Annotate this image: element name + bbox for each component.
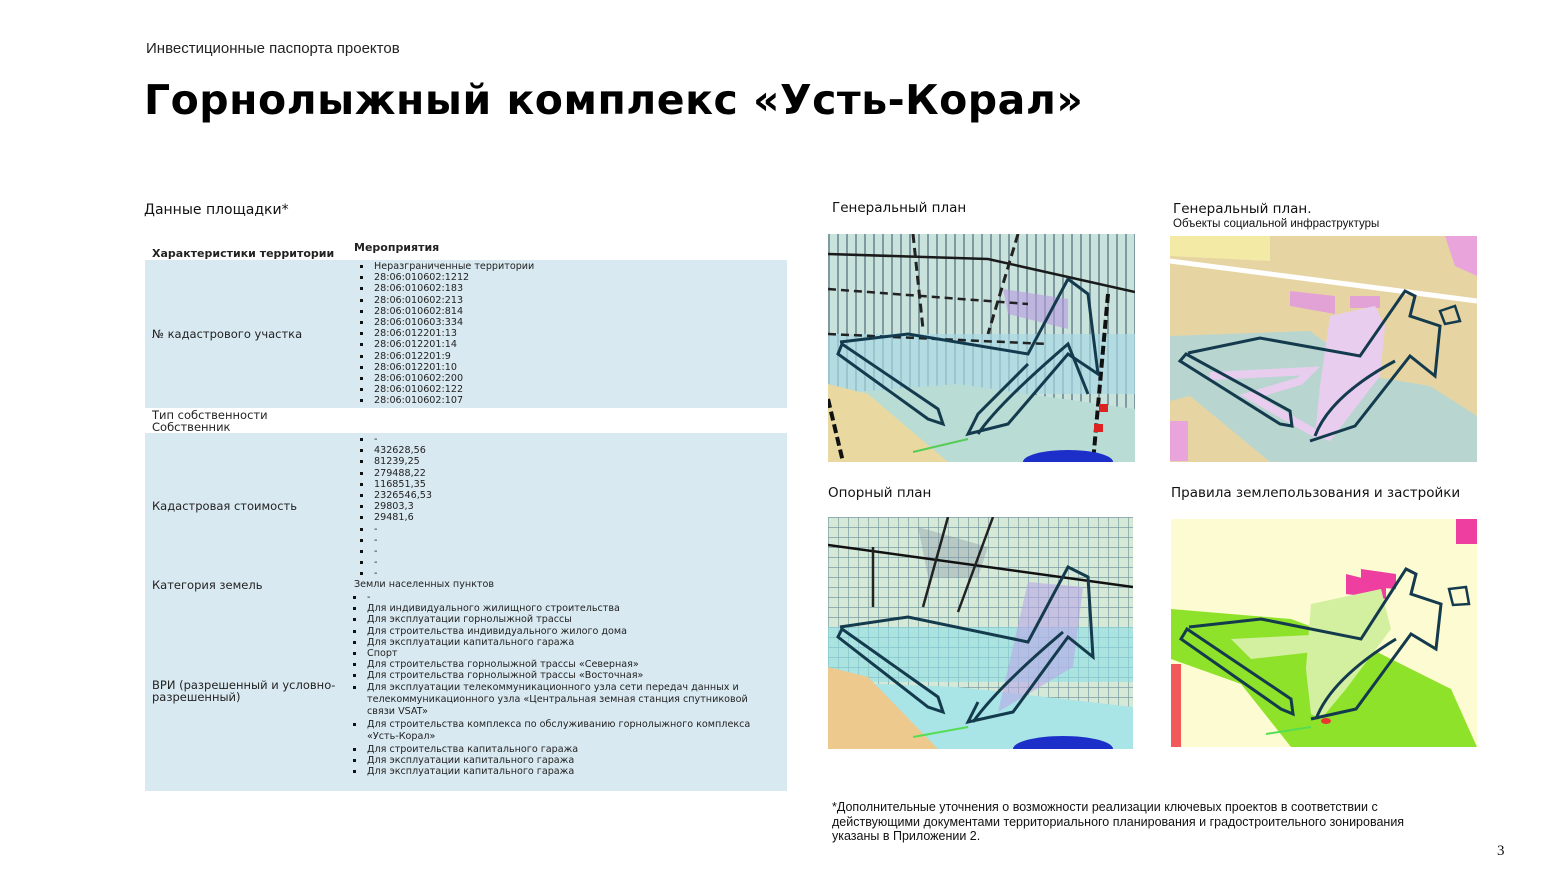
social-infrastructure-map-image (1170, 236, 1477, 462)
list-item: Для эксплуатации капитального гаража (347, 766, 757, 777)
list-item: Спорт (347, 648, 757, 659)
table-row-ownership (145, 408, 787, 433)
list-item: - (354, 568, 787, 579)
list-item: 2326546,53 (354, 490, 787, 501)
list-item: Для строительства комплекса по обслуживанию горнолыжного комплекса «Усть-Корал» (347, 719, 757, 744)
list-item: 279488,22 (354, 468, 787, 479)
map-title-land-use-rules: Правила землепользования и застройки (1171, 485, 1461, 501)
list-item: 28:06:012201:13 (354, 328, 787, 339)
list-item: Для строительства горнолыжной трассы «Северная» (347, 659, 757, 670)
list-item: Для строительства горнолыжной трассы «Восточная» (347, 670, 757, 681)
list-item: Для эксплуатации капитального гаража (347, 637, 757, 648)
site-data-table (145, 234, 787, 791)
row-label: Категория земель (152, 578, 263, 592)
list-item: 116851,35 (354, 479, 787, 490)
table-header (145, 234, 787, 260)
map-title-general-plan: Генеральный план (832, 200, 967, 216)
map-general-plan (828, 234, 1135, 462)
owner-label: Собственник (152, 419, 231, 434)
list-item: 28:06:010602:814 (354, 306, 787, 317)
list-item: - (354, 524, 787, 535)
row-label: Кадастровая стоимость (152, 499, 298, 513)
table-row-cadastral-value-and-category (145, 433, 787, 791)
list-item: 28:06:010602:1212 (354, 272, 787, 283)
permitted-use-list (347, 592, 787, 777)
list-item: Неразграниченные территории (354, 261, 787, 272)
site-data-title: Данные площадки* (144, 202, 289, 218)
reference-plan-map-image (828, 517, 1133, 749)
map-title-general-plan-social: Генеральный план. (1173, 201, 1312, 217)
row-label: № кадастрового участка (152, 327, 303, 341)
map-title-reference-plan: Опорный план (828, 485, 932, 501)
list-item: Для эксплуатации горнолыжной трассы (347, 614, 757, 625)
list-item: 28:06:010602:107 (354, 395, 787, 406)
table-row-cadastral-number (145, 260, 787, 408)
list-item: 28:06:010602:200 (354, 373, 787, 384)
page-title: Горнолыжный комплекс «Усть-Корал» (144, 76, 1084, 124)
page-subtitle: Инвестиционные паспорта проектов (146, 40, 400, 57)
list-item: 81239,25 (354, 456, 787, 467)
column-header-characteristics: Характеристики территории (152, 247, 335, 260)
list-item: Для строительства индивидуального жилого дома (347, 626, 757, 637)
page-number: 3 (1497, 843, 1505, 859)
list-item: Для эксплуатации телекоммуникационного узла сети передач данных и телекоммуникационного узла «Центральная земная станция спутниковой связи VSAT» (347, 682, 757, 719)
list-item: - (354, 557, 787, 568)
map-land-use-rules (1171, 519, 1477, 747)
map-subtitle-social-infrastructure: Объекты социальной инфраструктуры (1173, 218, 1380, 230)
list-item: 29481,6 (354, 512, 787, 523)
footnote: *Дополнительные уточнения о возможности реализации ключевых проектов в соответствии с действующими документами территориального планирования и градостроительного зонирования указаны в Приложении 2. (832, 800, 1405, 843)
list-item: 28:06:012201:9 (354, 351, 787, 362)
list-item: - (347, 592, 757, 603)
list-item: - (354, 434, 787, 445)
general-plan-map-image (828, 234, 1135, 462)
list-item: Для строительства капитального гаража (347, 744, 757, 755)
list-item: 28:06:012201:14 (354, 339, 787, 350)
list-item: - (354, 546, 787, 557)
list-item: 432628,56 (354, 445, 787, 456)
list-item: 28:06:010602:213 (354, 295, 787, 306)
list-item: 28:06:010603:334 (354, 317, 787, 328)
land-category-value: Земли населенных пунктов (354, 579, 495, 590)
list-item: 28:06:010602:183 (354, 283, 787, 294)
list-item: Для индивидуального жилищного строительства (347, 603, 757, 614)
list-item: 29803,3 (354, 501, 787, 512)
land-use-rules-map-image (1171, 519, 1477, 747)
map-reference-plan (828, 517, 1133, 749)
list-item: Для эксплуатации капитального гаража (347, 755, 757, 766)
cadastral-number-list (354, 261, 787, 407)
ownership-type-label: Тип собственности (152, 407, 268, 422)
cadastral-value-list (354, 434, 787, 580)
row-label: ВРИ (разрешенный и условно-разрешенный) (152, 678, 336, 704)
list-item: 28:06:012201:10 (354, 362, 787, 373)
list-item: - (354, 535, 787, 546)
column-header-measures: Мероприятия (354, 241, 440, 254)
list-item: 28:06:010602:122 (354, 384, 787, 395)
map-general-plan-social-infrastructure (1170, 236, 1477, 462)
